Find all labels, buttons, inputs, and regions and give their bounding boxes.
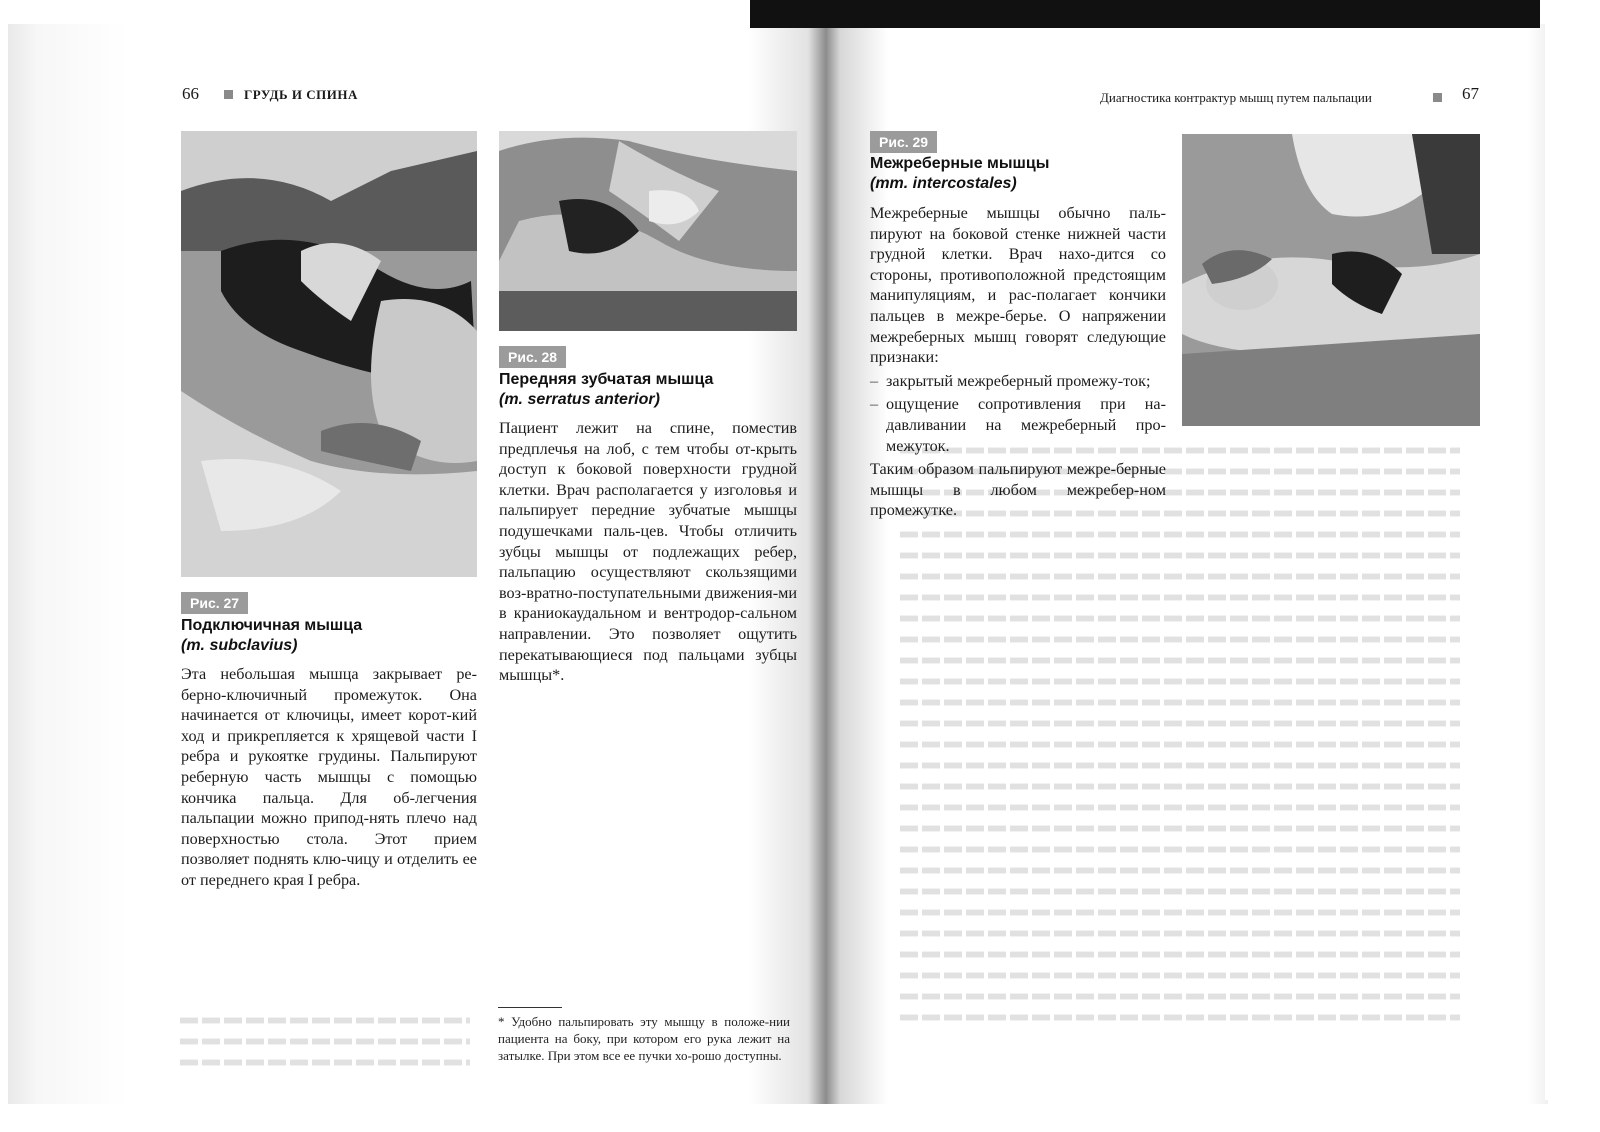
figure-29-text	[870, 203, 1166, 521]
figure-28-paragraph: Пациент лежит на спине, поместив предплечья на лоб, с тем чтобы от-крыть доступ к боковой поверхности грудной клетки. Врач располагается у изголовья и пальпирует передние зубчатые мышцы подушечками паль-цев. Чтобы отличить зубцы мышцы от подлежащих ребер, пальпацию осуществляют скользящими воз-вратно-поступательными движения-ми в краниокаудальном и вентродор-сальном направлении. Это позволяет ощутить перекатывающиеся под пальцами зубцы мышцы*.	[499, 419, 797, 685]
figure-29-title-ru: Межреберные мышцы	[870, 155, 1050, 172]
left-page-number: 66	[182, 84, 199, 103]
right-head-square	[1433, 93, 1442, 102]
footnote: * Удобно пальпировать эту мышцу в положе-нии пациента на боку, при котором его рука лежит на затылке. При этом все ее пучки хо-рошо доступны.	[498, 1014, 790, 1063]
figure-28-title	[499, 370, 799, 410]
figure-28-title-latin: (m. serratus anterior)	[499, 391, 660, 408]
figure-29-bullet-list	[870, 371, 1166, 456]
right-page-number: 67	[1462, 84, 1479, 103]
scan-right-margin	[1545, 20, 1600, 1100]
bleed-through-left	[180, 1010, 470, 1070]
footnote-rule	[498, 1007, 562, 1008]
figure-29-bullet-2: – ощущение сопротивления при на-давливании на межреберный про-межуток.	[870, 394, 1166, 456]
figure-29-bullet-1: – закрытый межреберный промежу-ток;	[870, 371, 1166, 392]
figure-28-title-ru: Передняя зубчатая мышца	[499, 371, 714, 388]
subclavius-palpation-photo	[181, 131, 477, 577]
figure-27-title-ru: Подключичная мышца	[181, 617, 363, 634]
figure-27-title	[181, 616, 481, 656]
left-head-square	[224, 90, 233, 99]
figure-28-text	[499, 418, 797, 686]
bleed-through-right	[900, 440, 1460, 1040]
figure-29-label: Рис. 29	[870, 131, 937, 153]
right-running-head: Диагностика контрактур мышц путем пальпации	[1100, 90, 1372, 105]
figure-29-title-latin: (mm. intercostales)	[870, 175, 1017, 192]
figure-27-paragraph: Эта небольшая мышца закрывает ре-берно-ключичный промежуток. Она начинается от ключицы, имеет корот-кий ход и прикрепляется к хрящевой части I ребра и рукоятке грудины. Пальпируют реберную часть мышцы с помощью кончика пальца. Для об-легчения пальпации можно припод-нять плечо над поверхностью стола. Этот прием позволяет поднять клю-чицу и отделить ее от переднего края I ребра.	[181, 665, 477, 889]
scan-top-dark-band	[750, 0, 1540, 28]
intercostal-palpation-photo	[1182, 134, 1480, 426]
left-running-head: ГРУДЬ И СПИНА	[244, 87, 358, 102]
figure-28-label: Рис. 28	[499, 346, 566, 368]
figure-29-paragraph-after: Таким образом пальпируют межре-берные мышцы в любом межребер-ном промежутке.	[870, 460, 1166, 520]
figure-29-paragraph: Межреберные мышцы обычно паль-пируют на боковой стенке нижней части грудной клетки. Врач нахо-дится со стороны, противоположной предстоящим манипуляциям, и рас-полагает кончики пальцев в межре-берье. О напряжении межреберных мышц говорят следующие признаки:	[870, 204, 1166, 367]
figure-27-title-latin: (m. subclavius)	[181, 637, 298, 654]
figure-29-title	[870, 154, 1170, 194]
serratus-anterior-palpation-photo	[499, 131, 797, 331]
figure-27-text	[181, 664, 477, 891]
figure-27-label: Рис. 27	[181, 592, 248, 614]
